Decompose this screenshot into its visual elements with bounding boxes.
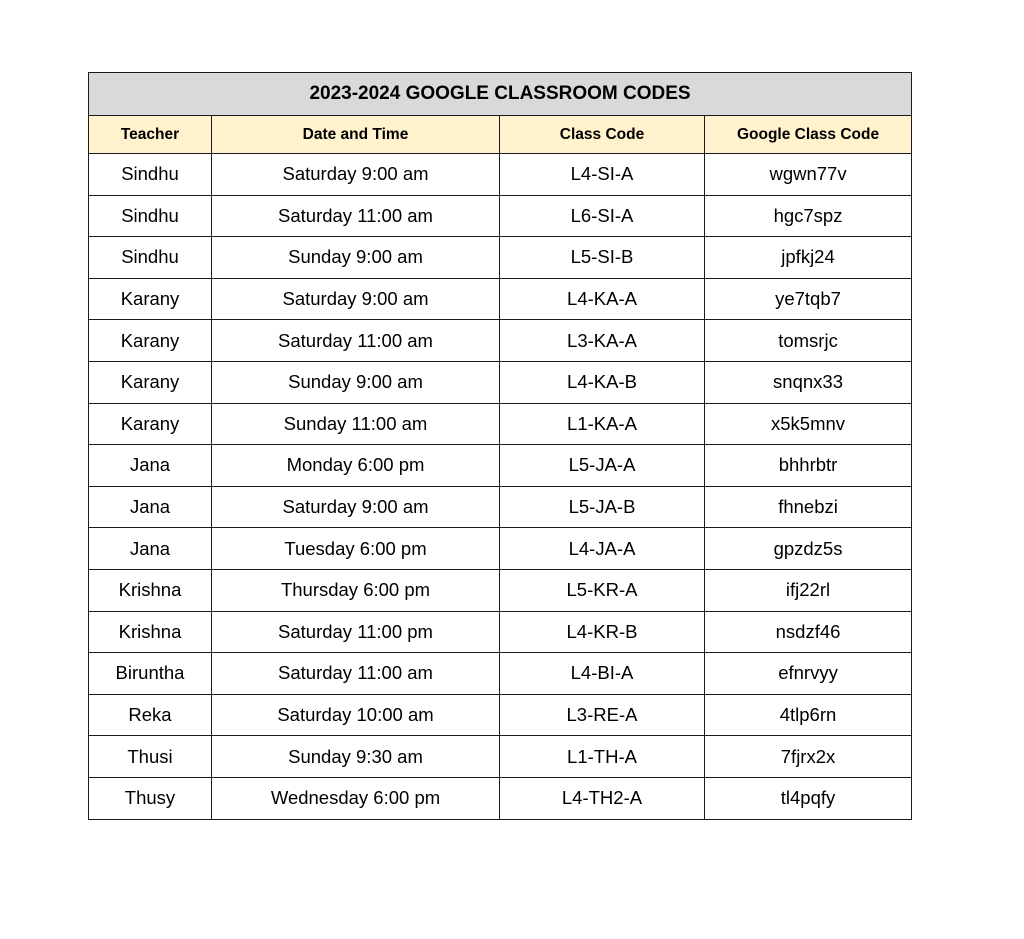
teacher-cell: Thusy xyxy=(89,777,212,819)
date-time-cell: Wednesday 6:00 pm xyxy=(212,777,500,819)
google-class-code-cell: jpfkj24 xyxy=(705,237,912,279)
google-class-code-cell: efnrvyy xyxy=(705,653,912,695)
google-class-code-cell: ye7tqb7 xyxy=(705,278,912,320)
teacher-cell: Jana xyxy=(89,528,212,570)
google-class-code-cell: bhhrbtr xyxy=(705,445,912,487)
teacher-cell: Sindhu xyxy=(89,195,212,237)
class-code-cell: L4-KA-A xyxy=(500,278,705,320)
class-code-cell: L3-RE-A xyxy=(500,694,705,736)
table-row xyxy=(89,486,912,528)
date-time-cell: Sunday 9:30 am xyxy=(212,736,500,778)
header-google-class-code: Google Class Code xyxy=(705,116,912,154)
google-class-code-cell: fhnebzi xyxy=(705,486,912,528)
teacher-cell: Karany xyxy=(89,278,212,320)
class-code-cell: L5-JA-B xyxy=(500,486,705,528)
table-row xyxy=(89,569,912,611)
class-code-cell: L4-KR-B xyxy=(500,611,705,653)
header-row xyxy=(89,116,912,154)
teacher-cell: Biruntha xyxy=(89,653,212,695)
teacher-cell: Thusi xyxy=(89,736,212,778)
google-class-code-cell: 4tlp6rn xyxy=(705,694,912,736)
date-time-cell: Saturday 11:00 pm xyxy=(212,611,500,653)
class-code-cell: L4-SI-A xyxy=(500,154,705,196)
class-code-cell: L4-JA-A xyxy=(500,528,705,570)
google-class-code-cell: hgc7spz xyxy=(705,195,912,237)
class-code-cell: L5-SI-B xyxy=(500,237,705,279)
google-class-code-cell: ifj22rl xyxy=(705,569,912,611)
date-time-cell: Saturday 9:00 am xyxy=(212,154,500,196)
table-row xyxy=(89,528,912,570)
date-time-cell: Thursday 6:00 pm xyxy=(212,569,500,611)
teacher-cell: Jana xyxy=(89,445,212,487)
date-time-cell: Tuesday 6:00 pm xyxy=(212,528,500,570)
header-date-time: Date and Time xyxy=(212,116,500,154)
date-time-cell: Saturday 10:00 am xyxy=(212,694,500,736)
teacher-cell: Jana xyxy=(89,486,212,528)
date-time-cell: Saturday 11:00 am xyxy=(212,195,500,237)
google-class-code-cell: nsdzf46 xyxy=(705,611,912,653)
teacher-cell: Karany xyxy=(89,320,212,362)
teacher-cell: Krishna xyxy=(89,611,212,653)
table-row xyxy=(89,237,912,279)
table-row xyxy=(89,445,912,487)
teacher-cell: Sindhu xyxy=(89,237,212,279)
class-code-cell: L5-KR-A xyxy=(500,569,705,611)
teacher-cell: Karany xyxy=(89,361,212,403)
class-code-cell: L1-TH-A xyxy=(500,736,705,778)
table-row xyxy=(89,320,912,362)
google-class-code-cell: snqnx33 xyxy=(705,361,912,403)
date-time-cell: Saturday 9:00 am xyxy=(212,278,500,320)
title-row xyxy=(89,73,912,116)
table-title: 2023-2024 GOOGLE CLASSROOM CODES xyxy=(89,73,912,116)
date-time-cell: Sunday 9:00 am xyxy=(212,237,500,279)
date-time-cell: Sunday 9:00 am xyxy=(212,361,500,403)
table-row xyxy=(89,278,912,320)
table-row xyxy=(89,694,912,736)
table-row xyxy=(89,154,912,196)
teacher-cell: Reka xyxy=(89,694,212,736)
class-code-cell: L3-KA-A xyxy=(500,320,705,362)
table-row xyxy=(89,361,912,403)
teacher-cell: Krishna xyxy=(89,569,212,611)
header-class-code: Class Code xyxy=(500,116,705,154)
date-time-cell: Sunday 11:00 am xyxy=(212,403,500,445)
classroom-codes-table xyxy=(88,72,912,820)
google-class-code-cell: x5k5mnv xyxy=(705,403,912,445)
table-row xyxy=(89,611,912,653)
google-class-code-cell: 7fjrx2x xyxy=(705,736,912,778)
google-class-code-cell: tomsrjc xyxy=(705,320,912,362)
google-class-code-cell: wgwn77v xyxy=(705,154,912,196)
class-code-cell: L4-BI-A xyxy=(500,653,705,695)
google-class-code-cell: gpzdz5s xyxy=(705,528,912,570)
google-class-code-cell: tl4pqfy xyxy=(705,777,912,819)
class-code-cell: L5-JA-A xyxy=(500,445,705,487)
class-code-cell: L1-KA-A xyxy=(500,403,705,445)
table-row xyxy=(89,653,912,695)
table-row xyxy=(89,777,912,819)
table-body xyxy=(89,154,912,820)
header-teacher: Teacher xyxy=(89,116,212,154)
table-row xyxy=(89,403,912,445)
table-row xyxy=(89,195,912,237)
teacher-cell: Karany xyxy=(89,403,212,445)
date-time-cell: Monday 6:00 pm xyxy=(212,445,500,487)
teacher-cell: Sindhu xyxy=(89,154,212,196)
date-time-cell: Saturday 11:00 am xyxy=(212,653,500,695)
date-time-cell: Saturday 11:00 am xyxy=(212,320,500,362)
class-code-cell: L6-SI-A xyxy=(500,195,705,237)
class-code-cell: L4-KA-B xyxy=(500,361,705,403)
table-row xyxy=(89,736,912,778)
date-time-cell: Saturday 9:00 am xyxy=(212,486,500,528)
class-code-cell: L4-TH2-A xyxy=(500,777,705,819)
